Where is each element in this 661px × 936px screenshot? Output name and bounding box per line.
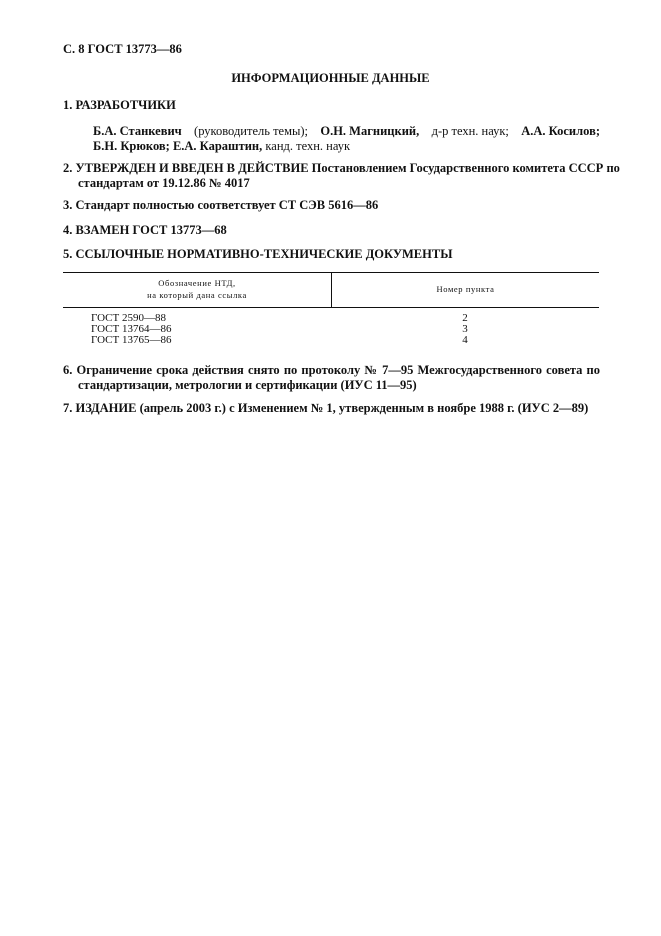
column-header-document-line-1: Обозначение НТД, xyxy=(158,278,236,288)
section-6-line-1: 6. Ограничение срока действия снято по протоколу № 7—95 Межгосударственного совета по xyxy=(63,363,600,377)
column-header-clause: Номер пункта xyxy=(436,284,495,294)
section-2-line-1: 2. УТВЕРЖДЕН И ВВЕДЕН В ДЕЙСТВИЕ Постановлением Государственного комитета СССР по xyxy=(63,161,620,175)
developer-role: (руководитель темы); xyxy=(194,124,309,138)
table-cell-document: ГОСТ 13764—86 xyxy=(91,323,172,335)
section-1-heading: 1. РАЗРАБОТЧИКИ xyxy=(63,98,176,112)
developers-line-1 xyxy=(93,123,600,139)
developer-names: Б.Н. Крюков; Е.А. Караштин, xyxy=(93,139,263,153)
document-title: ИНФОРМАЦИОННЫЕ ДАННЫЕ xyxy=(231,71,430,85)
developer-degree: д-р техн. наук; xyxy=(431,124,509,138)
section-6-line-2: стандартизации, метрологии и сертификации (ИУС 11—95) xyxy=(78,378,417,392)
developer-name: А.А. Косилов; xyxy=(521,124,600,138)
table-cell-clause: 2 xyxy=(462,312,468,324)
table-cell-document: ГОСТ 13765—86 xyxy=(91,334,172,346)
developer-name: Б.А. Станкевич xyxy=(93,124,182,138)
page-header: С. 8 ГОСТ 13773—86 xyxy=(63,42,182,56)
section-4: 4. ВЗАМЕН ГОСТ 13773—68 xyxy=(63,223,227,237)
table-cell-clause: 3 xyxy=(462,323,468,335)
table-cell-clause: 4 xyxy=(462,334,468,346)
table-header-rule xyxy=(63,307,599,308)
section-2-line-2: стандартам от 19.12.86 № 4017 xyxy=(78,176,250,190)
developer-name: О.Н. Магницкий, xyxy=(320,124,420,138)
table-cell-document: ГОСТ 2590—88 xyxy=(91,312,166,324)
developers-line-2 xyxy=(93,138,350,154)
developer-degree: канд. техн. наук xyxy=(265,139,351,153)
section-5-heading: 5. ССЫЛОЧНЫЕ НОРМАТИВНО-ТЕХНИЧЕСКИЕ ДОКУМЕНТЫ xyxy=(63,247,453,261)
section-3: 3. Стандарт полностью соответствует СТ СЭВ 5616—86 xyxy=(63,198,379,212)
section-7: 7. ИЗДАНИЕ (апрель 2003 г.) с Изменением № 1, утвержденным в ноябре 1988 г. (ИУС 2—89) xyxy=(63,401,589,415)
column-header-document-line-2: на который дана ссылка xyxy=(147,290,247,300)
